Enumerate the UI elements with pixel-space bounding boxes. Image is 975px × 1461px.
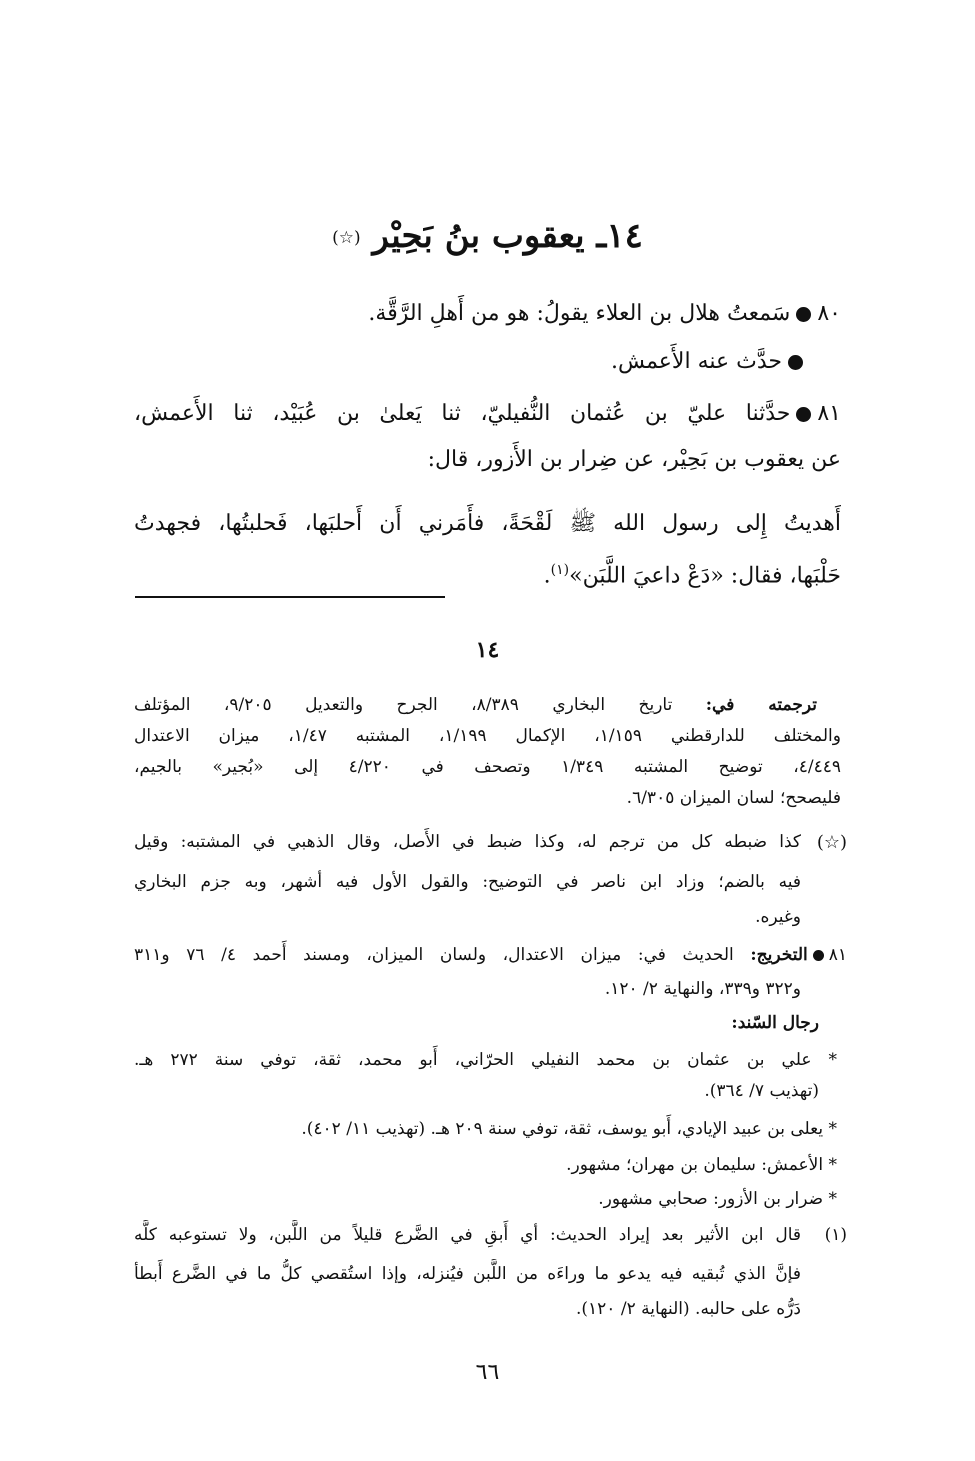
footnote-text: قال ابن الأثير بعد إيراد الحديث: أي أَبقِ في الضَّرع قليلاً من اللَّبن، ولا تستوعبه كلَّه bbox=[134, 1225, 801, 1245]
entry-text: سَمعتُ هلال بن العلاء يقولُ: هو من أَهلِ الرَّقَّة. bbox=[368, 301, 791, 326]
rijal-text: الأعمش: سليمان بن مهران؛ مشهور. bbox=[566, 1155, 824, 1175]
rijal-2 bbox=[134, 1114, 837, 1145]
rijal-label bbox=[134, 1008, 819, 1039]
star-note-text: فيه بالضم؛ وزاد ابن ناصر في التوضيح: والقول الأول فيه أشهر، وبه جزم البخاري bbox=[134, 872, 801, 892]
footnote-ref: (١) bbox=[550, 562, 570, 578]
entry-number: ٨١ bbox=[817, 401, 841, 426]
asterisk: * bbox=[823, 1155, 837, 1175]
star-note-text: وغيره. bbox=[755, 907, 801, 927]
footnote-text: دَرُّه على حالبه. (النهاية ٢/ ١٢٠). bbox=[575, 1299, 801, 1319]
section-number: ١٤ bbox=[475, 637, 500, 663]
bullet-icon bbox=[788, 355, 803, 370]
entry-80b bbox=[134, 338, 809, 386]
entry-text: حدَّث عنه الأَعمش. bbox=[611, 349, 782, 374]
rijal-label-text: رجال السّند: bbox=[731, 1013, 819, 1033]
entry-text: حَلْبَها، فقال: «دَعْ داعيَ اللَّبَن» bbox=[569, 563, 841, 589]
star-note-line2 bbox=[134, 867, 801, 898]
heading-text: ١٤ـ يعقوب بنُ بَحِيْر bbox=[372, 216, 643, 256]
footnote-text: فإنَّ الذي تُبقيه فيه يدعو ما وراءَه من اللَّبن فيُنزله، وإذا استُقصي كلُّ ما في الضَّرع أَبطأ bbox=[134, 1264, 801, 1284]
star-note-line3 bbox=[134, 902, 801, 933]
tarjama-label: ترجمته في: bbox=[705, 695, 817, 715]
rijal-text: يعلى بن عبيد الإيادي، أَبو يوسف، ثقة، توفي سنة ٢٠٩ هـ. (تهذيب ١١/ ٤٠٢). bbox=[301, 1119, 824, 1139]
entry-text: عن يعقوب بن بَحِيْر، عن ضِرار بن الأَزور، قال: bbox=[427, 447, 841, 472]
chapter-heading bbox=[0, 208, 975, 264]
entry-81-line3 bbox=[134, 500, 841, 548]
star-note-text: كذا ضبطه كل من ترجم له، وكذا ضبط في الأَصل، وقال الذهبي في المشتبه: وقيل bbox=[134, 832, 801, 852]
takhrij-number: ٨١ bbox=[828, 945, 847, 965]
bullet-icon bbox=[813, 950, 824, 961]
takhrij-text: و٣٢٢ و٣٣٩، والنهاية ٢/ ١٢٠. bbox=[604, 979, 801, 999]
tarjama-text: تاريخ البخاري ٨/٣٨٩، الجرح والتعديل ٩/٢٠٥، المؤتلف bbox=[134, 695, 673, 715]
footnote-1-mark: (١) bbox=[824, 1225, 847, 1245]
footnote-1-line2 bbox=[134, 1259, 801, 1290]
rijal-text: علي بن عثمان بن محمد النفيلي الحرّاني، أَبو محمد، ثقة، توفي سنة ٢٧٢ هـ. bbox=[134, 1050, 812, 1070]
tarjama-line3 bbox=[134, 752, 841, 783]
entry-80 bbox=[134, 290, 841, 338]
entry-81-line1 bbox=[134, 390, 841, 438]
asterisk: * bbox=[823, 1119, 837, 1139]
takhrij-text: الحديث في: ميزان الاعتدال، ولسان الميزان، ومسند أَحمد ٤/ ٧٦ و٣١١ bbox=[134, 945, 734, 965]
entry-text-end: . bbox=[543, 563, 551, 589]
rijal-3 bbox=[134, 1150, 837, 1181]
footnote-1-line1 bbox=[134, 1220, 801, 1251]
bullet-icon bbox=[796, 407, 811, 422]
entry-81-line4 bbox=[134, 546, 841, 600]
star-note-line1 bbox=[134, 827, 801, 858]
entry-text: حدَّثنا عليّ بن عُثمان النُّفيليّ، ثنا يَعلىٰ بن عُبَيْد، ثنا الأَعمش، bbox=[134, 401, 791, 426]
takhrij-line1 bbox=[134, 940, 847, 971]
takhrij-label: التخريج: bbox=[750, 945, 808, 965]
heading-star-mark: (☆) bbox=[332, 228, 361, 248]
star-note-mark: (☆) bbox=[816, 832, 847, 853]
tarjama-text: والمختلف للدارقطني ١/١٥٩، الإكمال ١/١٩٩، المشتبه ١/٤٧، ميزان الاعتدال bbox=[134, 726, 841, 746]
page-number: ٦٦ bbox=[475, 1360, 500, 1385]
takhrij-line2 bbox=[134, 974, 801, 1005]
asterisk: * bbox=[811, 1050, 837, 1070]
rijal-text: (تهذيب ٧/ ٣٦٤). bbox=[704, 1081, 819, 1101]
footnote-separator bbox=[135, 596, 445, 598]
tarjama-text: فليصحح؛ لسان الميزان ٦/٣٠٥. bbox=[626, 788, 841, 808]
asterisk: * bbox=[823, 1189, 837, 1209]
rijal-1-line1 bbox=[134, 1045, 837, 1076]
tarjama-line2 bbox=[134, 721, 841, 752]
entry-text: أَهديتُ إِلى رسول الله ﷺ لَقْحَةً، فأَمَرني أَن أَحلبَها، فَحلبتُها، فجهدتُ bbox=[134, 511, 841, 536]
footnote-1-line3 bbox=[134, 1294, 801, 1325]
entry-81-line2 bbox=[134, 436, 841, 484]
rijal-text: ضرار بن الأزور: صحابي مشهور. bbox=[598, 1189, 824, 1209]
tarjama-line1 bbox=[134, 690, 817, 721]
bullet-icon bbox=[796, 307, 811, 322]
rijal-4 bbox=[134, 1184, 837, 1215]
rijal-1-line2 bbox=[134, 1076, 819, 1107]
entry-number: ٨٠ bbox=[817, 301, 841, 326]
tarjama-text: ٤/٤٤٩، توضيح المشتبه ١/٣٤٩ وتصحف في ٤/٢٢٠ إلى «بُجير» بالجيم، bbox=[134, 757, 841, 777]
tarjama-line4 bbox=[134, 783, 841, 814]
